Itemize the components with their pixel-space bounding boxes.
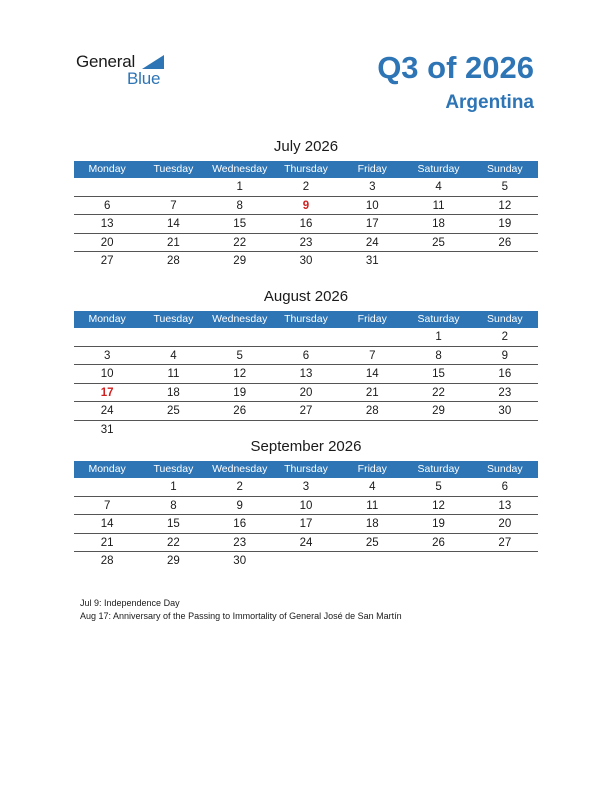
- day-cell: 22: [167, 536, 180, 549]
- day-cell: 13: [100, 218, 114, 231]
- day-cell: 23: [498, 386, 512, 399]
- day-cell: 14: [365, 368, 379, 381]
- day-cell: [339, 552, 405, 570]
- day-cell: 25: [167, 405, 180, 418]
- day-cell: 20: [100, 236, 114, 249]
- weekday-header: Monday: [88, 313, 126, 325]
- day-cell: 29: [432, 405, 445, 418]
- day-cell: 19: [432, 518, 445, 531]
- weekday-header-row: [74, 311, 538, 328]
- day-cell: 30: [498, 405, 512, 418]
- day-cell: 12: [432, 499, 445, 512]
- day-cell: 15: [432, 368, 445, 381]
- day-cell: 24: [299, 536, 313, 549]
- day-cell: 4: [170, 349, 177, 362]
- day-cell: 1: [236, 181, 243, 193]
- week-row: [74, 534, 538, 553]
- weekday-header-row: [74, 161, 538, 178]
- day-cell: 13: [299, 368, 313, 381]
- day-cell: 16: [498, 368, 512, 381]
- weekday-header: Saturday: [417, 313, 460, 325]
- day-cell: 31: [365, 255, 379, 268]
- week-row: [74, 215, 538, 234]
- day-cell: 19: [498, 218, 512, 231]
- week-row: [74, 197, 538, 216]
- day-cell: 10: [100, 368, 114, 381]
- weekday-header: Monday: [88, 463, 126, 475]
- day-cell: 17: [365, 218, 379, 231]
- day-cell: [74, 478, 140, 496]
- day-cell: [273, 552, 339, 570]
- day-cell: 10: [299, 499, 313, 512]
- month-title: August 2026: [263, 288, 349, 305]
- week-row: [74, 552, 538, 570]
- weekday-header: Saturday: [417, 463, 460, 475]
- day-cell: 21: [167, 236, 180, 249]
- week-row: [74, 384, 538, 403]
- weekday-header-row: [74, 461, 538, 478]
- day-cell: 18: [365, 518, 379, 531]
- logo-blue-text: Blue: [127, 69, 161, 88]
- day-cell: 29: [167, 555, 180, 568]
- day-cell: 6: [302, 349, 310, 362]
- day-cell: 15: [167, 518, 180, 531]
- day-cell: [472, 252, 538, 270]
- day-cell: [405, 252, 471, 270]
- weekday-header: Sunday: [487, 463, 523, 475]
- weekday-header: Thursday: [284, 313, 328, 325]
- day-cell: 3: [302, 481, 310, 493]
- day-cell: 28: [100, 555, 114, 568]
- month-september: [74, 436, 538, 570]
- weekday-header: Sunday: [487, 313, 523, 325]
- country-subtitle: Argentina: [445, 92, 534, 113]
- day-cell: 16: [233, 518, 247, 531]
- day-cell: 6: [103, 199, 111, 212]
- day-cell: 26: [432, 536, 445, 549]
- day-cell: 22: [233, 236, 247, 249]
- day-cell: 10: [365, 199, 379, 212]
- week-row: [74, 328, 538, 347]
- holiday-notes: [80, 597, 420, 623]
- day-cell: 27: [299, 405, 313, 418]
- day-cell: 24: [365, 236, 379, 249]
- weekday-header: Sunday: [487, 163, 523, 175]
- day-cell: 9: [236, 499, 243, 512]
- day-cell: 6: [501, 481, 509, 493]
- month-title: July 2026: [273, 138, 339, 155]
- month-title: September 2026: [250, 438, 362, 455]
- day-cell: 31: [100, 423, 114, 436]
- day-cell: [339, 328, 405, 346]
- week-row: [74, 478, 538, 497]
- day-cell: 8: [236, 199, 243, 212]
- week-row: [74, 234, 538, 253]
- logo-triangle-icon: [142, 55, 164, 69]
- day-cell: 1: [435, 331, 442, 343]
- day-cell: 5: [435, 481, 442, 493]
- weekday-header: Friday: [357, 163, 387, 175]
- week-row: [74, 252, 538, 270]
- page-title: Q3 of 2026: [377, 50, 534, 85]
- day-cell: 11: [366, 499, 379, 512]
- day-cell: 2: [501, 331, 509, 343]
- day-cell: 25: [432, 236, 445, 249]
- day-cell: [273, 328, 339, 346]
- day-cell: 9: [501, 349, 509, 362]
- day-cell: 14: [167, 218, 180, 231]
- holiday-note: Jul 9: Independence Day: [80, 598, 180, 608]
- day-cell: 21: [100, 536, 114, 549]
- holiday-day-cell: 17: [100, 386, 114, 399]
- weekday-header: Tuesday: [153, 163, 194, 175]
- day-cell: 11: [432, 199, 445, 212]
- day-cell: 15: [233, 218, 247, 231]
- day-cell: 26: [498, 236, 512, 249]
- week-row: [74, 402, 538, 421]
- day-cell: [74, 178, 140, 196]
- day-cell: 22: [432, 386, 445, 399]
- week-row: [74, 178, 538, 197]
- day-cell: 29: [233, 255, 247, 268]
- holiday-day-cell: 9: [302, 199, 310, 212]
- weekday-header: Monday: [88, 163, 126, 175]
- day-cell: 7: [103, 499, 111, 512]
- day-cell: 3: [369, 181, 376, 193]
- day-cell: 28: [365, 405, 379, 418]
- day-cell: 11: [167, 368, 180, 381]
- week-row: [74, 497, 538, 516]
- day-cell: 1: [170, 481, 177, 493]
- day-cell: 8: [170, 499, 177, 512]
- day-cell: 27: [100, 255, 114, 268]
- day-cell: 25: [365, 536, 379, 549]
- week-row: [74, 515, 538, 534]
- day-cell: 14: [100, 518, 114, 531]
- day-cell: [207, 328, 273, 346]
- day-cell: 18: [167, 386, 180, 399]
- month-july: [74, 136, 538, 270]
- day-cell: [140, 328, 206, 346]
- day-cell: 30: [233, 555, 247, 568]
- day-cell: 7: [170, 199, 177, 212]
- weekday-header: Friday: [357, 313, 387, 325]
- day-cell: 5: [236, 349, 243, 362]
- day-cell: 16: [299, 218, 313, 231]
- weekday-header: Thursday: [284, 163, 328, 175]
- day-cell: 27: [498, 536, 512, 549]
- day-cell: 3: [103, 349, 111, 362]
- day-cell: 13: [498, 499, 512, 512]
- weekday-header: Thursday: [284, 463, 328, 475]
- day-cell: [472, 552, 538, 570]
- day-cell: 4: [369, 481, 376, 493]
- day-cell: 7: [369, 349, 376, 362]
- weekday-header: Wednesday: [212, 163, 268, 175]
- day-cell: 12: [498, 199, 512, 212]
- week-row: [74, 347, 538, 366]
- day-cell: 19: [233, 386, 247, 399]
- day-cell: [405, 552, 471, 570]
- day-cell: [74, 328, 140, 346]
- day-cell: 17: [299, 518, 313, 531]
- day-cell: 8: [435, 349, 442, 362]
- day-cell: 21: [365, 386, 379, 399]
- day-cell: 18: [432, 218, 445, 231]
- day-cell: 26: [233, 405, 247, 418]
- day-cell: 4: [435, 181, 442, 193]
- weekday-header: Saturday: [417, 163, 460, 175]
- day-cell: 23: [299, 236, 313, 249]
- weekday-header: Friday: [357, 463, 387, 475]
- month-august: [74, 286, 538, 439]
- logo-general-text: General: [76, 52, 136, 71]
- day-cell: 5: [501, 181, 509, 193]
- week-row: [74, 365, 538, 384]
- day-cell: [140, 178, 206, 196]
- weekday-header: Wednesday: [212, 463, 268, 475]
- day-cell: 30: [299, 255, 313, 268]
- day-cell: 28: [167, 255, 180, 268]
- day-cell: 24: [100, 405, 114, 418]
- weekday-header: Tuesday: [153, 313, 194, 325]
- day-cell: 23: [233, 536, 247, 549]
- day-cell: 2: [302, 181, 310, 193]
- weekday-header: Tuesday: [153, 463, 194, 475]
- day-cell: 20: [299, 386, 313, 399]
- weekday-header: Wednesday: [212, 313, 268, 325]
- day-cell: 12: [233, 368, 247, 381]
- day-cell: 2: [236, 481, 243, 493]
- holiday-note: Aug 17: Anniversary of the Passing to Immortality of General José de San Martín: [80, 611, 402, 621]
- day-cell: 20: [498, 518, 512, 531]
